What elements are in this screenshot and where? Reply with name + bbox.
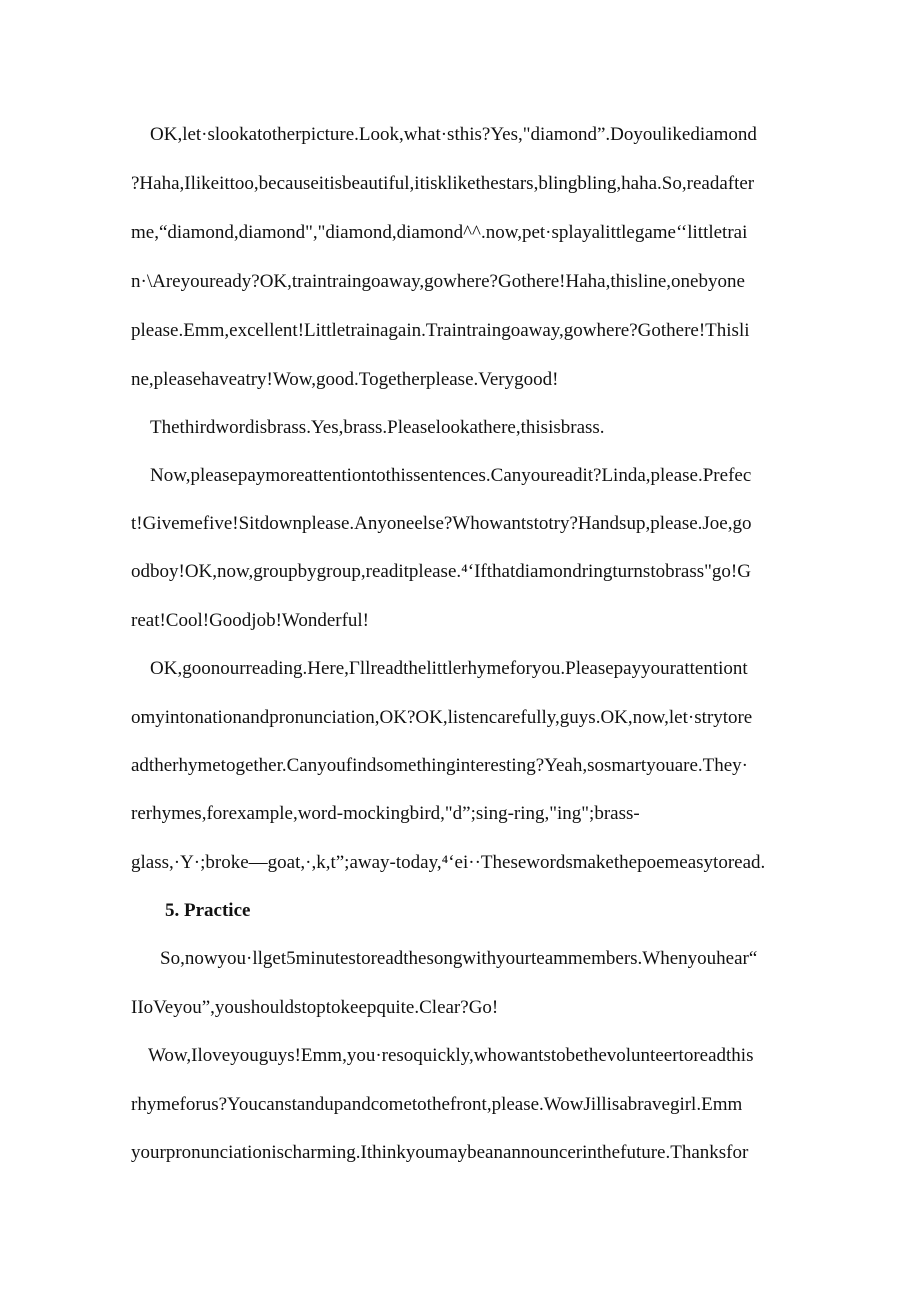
text-line: Now,pleasepaymoreattentiontothissentences.Canyoureadit?Linda,please.Prefec [150, 465, 752, 486]
text-line: t!Givemefive!Sitdownplease.Anyoneelse?Whowantstotry?Handsup,please.Joe,go [131, 513, 752, 534]
section-heading: 5. Practice [165, 900, 251, 921]
text-line: ne,pleasehaveatry!Wow,good.Togetherplease.Verygood! [131, 369, 559, 390]
text-line: reat!Cool!Goodjob!Wonderful! [131, 610, 370, 631]
text-line: rhymeforus?Youcanstandupandcometothefront,please.WowJillisabravegirl.Emm [131, 1094, 743, 1115]
text-line: me,“diamond,diamond","diamond,diamond^^.now,pet·splayalittlegame‘‘littletrai [131, 222, 748, 243]
text-line: IIoVeyou”,youshouldstoptokeepquite.Clear?Go! [131, 997, 499, 1018]
text-line: n·\Areyouready?OK,traintraingoaway,gowhere?Gothere!Haha,thisline,onebyone [131, 271, 745, 292]
text-line: glass,·Y·;broke—goat,·,k,t”;away-today,⁴‘ei··Thesewordsmakethepoemeasytoread. [131, 852, 766, 873]
text-line: odboy!OK,now,groupbygroup,readitplease.⁴‘Ifthatdiamondringturnstobrass"go!G [131, 561, 751, 582]
text-line: OK,goonourreading.Here,Γllreadthelittlerhymeforyou.Pleasepayyourattentiont [150, 658, 748, 679]
text-line: Thethirdwordisbrass.Yes,brass.Pleaselookathere,thisisbrass. [150, 417, 605, 438]
text-line: ?Haha,Ilikeittoo,becauseitisbeautiful,itisklikethestars,blingbling,haha.So,readafter [131, 173, 755, 194]
text-line: yourpronunciationischarming.Ithinkyoumaybeanannouncerinthefuture.Thanksfor [131, 1142, 749, 1163]
text-line: omyintonationandpronunciation,OK?OK,listencarefully,guys.OK,now,let·strytore [131, 707, 753, 728]
text-line: Wow,Iloveyouguys!Emm,you·resoquickly,whowantstobethevolunteertoreadthis [148, 1045, 754, 1066]
text-line: please.Emm,excellent!Littletrainagain.Traintraingoaway,gowhere?Gothere!Thisli [131, 320, 750, 341]
text-line: rerhymes,forexample,word-mockingbird,"d”;sing-ring,"ing";brass- [131, 803, 640, 824]
text-line: adtherhymetogether.Canyoufindsomethinginteresting?Yeah,sosmartyouare.They· [131, 755, 748, 776]
text-line: So,nowyou·llget5minutestoreadthesongwithyourteammembers.Whenyouhear“ [160, 948, 758, 969]
text-line: OK,let·slookatotherpicture.Look,what·sthis?Yes,"diamond”.Doyoulikediamond [150, 124, 757, 145]
